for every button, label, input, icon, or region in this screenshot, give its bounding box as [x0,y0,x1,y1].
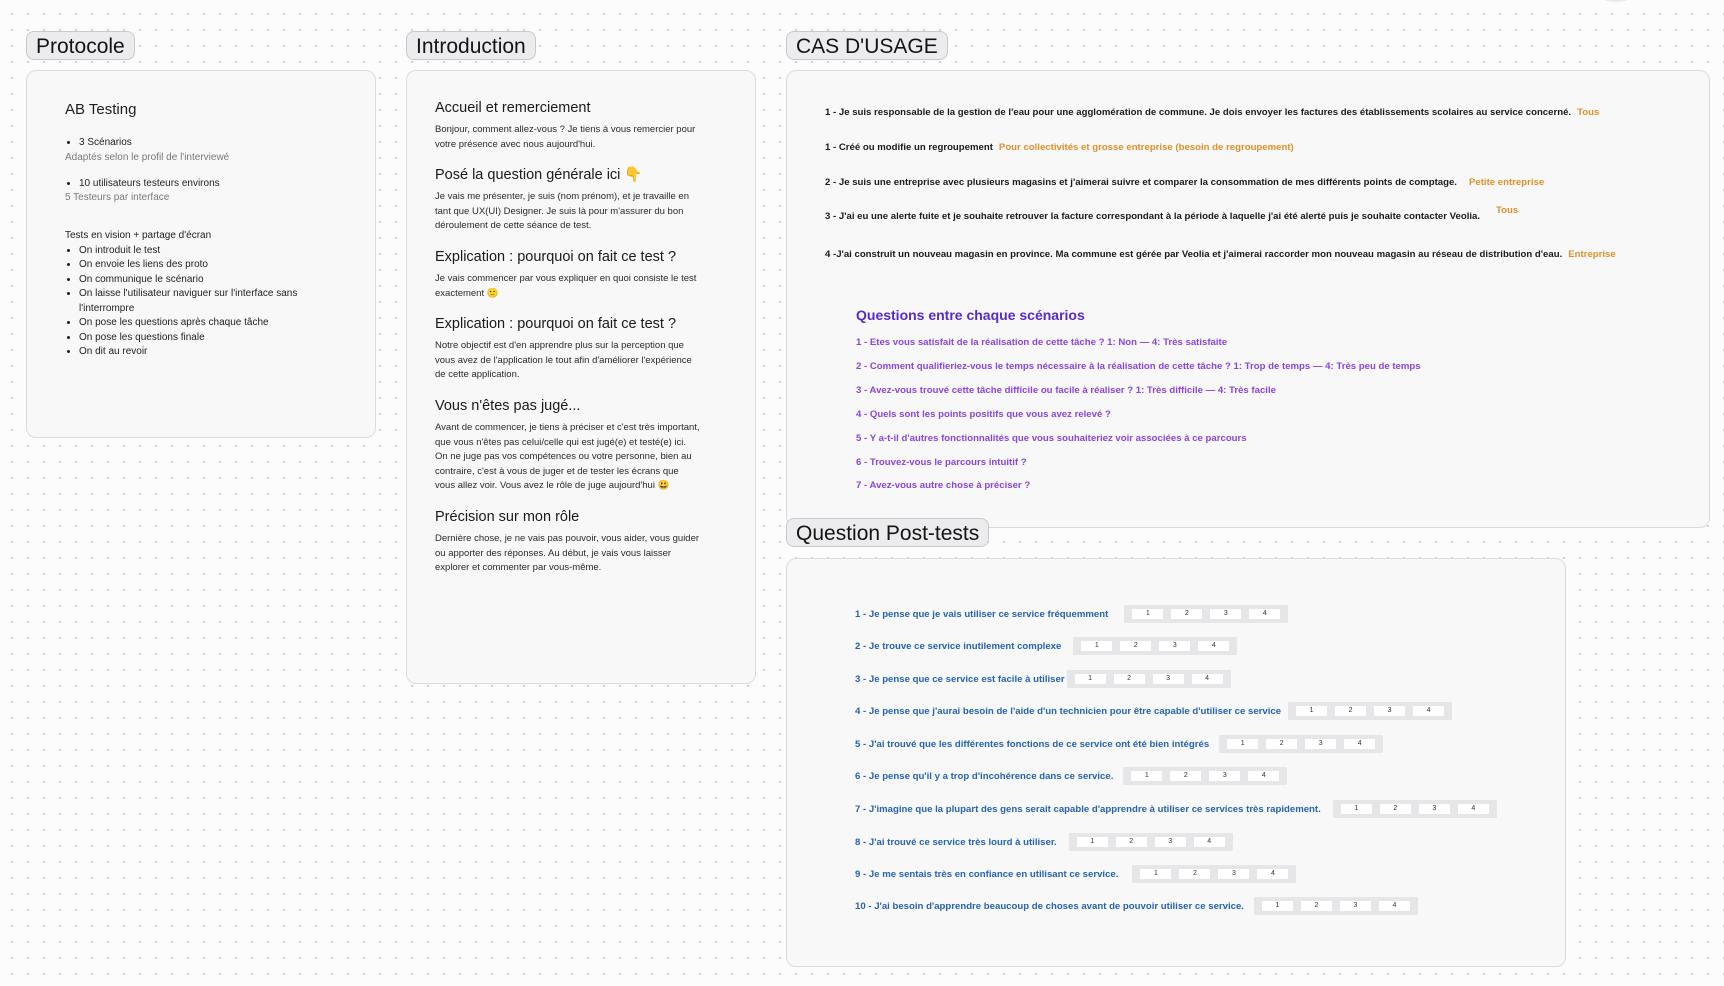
scenarios-list [65,136,355,151]
protocol-step: • On introduit le test [79,244,355,259]
rating-option[interactable]: 2 [1120,641,1151,651]
rating-scale [1067,670,1231,688]
rating-option[interactable]: 2 [1179,869,1210,879]
post-test-question-text: 6 - Je pense qu'il y a trop d'incohérence dans ce service. [855,770,1114,782]
scenario-question: 4 - Quels sont les points positifs que vous avez relevé ? [856,409,1111,420]
rating-option[interactable]: 4 [1194,837,1225,847]
intro-text: Avant de commencer, je tiens à préciser et c'est très important, que vous n'êtes pas celui/celle qui est jugé(e) et testé(e) ici. On ne juge pas vos compétences ou votre personne, bien au contraire, c'est à vous de juger et de tester les écrans que vous allez voir. Vous avez le rôle de juge aujourd'hui 😃 [435,421,700,492]
rating-option[interactable]: 3 [1340,901,1371,911]
rating-option[interactable]: 3 [1153,674,1184,684]
usage-case [825,205,1519,222]
usage-case-text: 1 - Je suis responsable de la gestion de l'eau pour une agglomération de commune. Je dois envoyer les factures des établissements scolaires au service concerné. [825,107,1572,118]
rating-option[interactable]: 2 [1380,804,1411,814]
post-test-question [855,605,1288,623]
rating-option[interactable]: 4 [1458,804,1489,814]
rating-option[interactable]: 1 [1341,804,1372,814]
intro-heading: Précision sur mon rôle [435,508,580,525]
rating-scale [1219,735,1383,753]
rating-option[interactable]: 4 [1198,641,1229,651]
usage-case-tag: Petite entreprise [1468,177,1545,188]
rating-option[interactable]: 3 [1210,609,1241,619]
rating-option[interactable]: 4 [1257,869,1288,879]
rating-option[interactable]: 1 [1140,869,1171,879]
rating-option[interactable]: 1 [1296,706,1327,716]
tests-heading: Tests en vision + partage d'écran [65,230,212,241]
post-test-question-text: 10 - J'ai besoin d'apprendre beaucoup de choses avant de pouvoir utiliser ce service. [855,900,1244,912]
scenario-question: 6 - Trouvez-vous le parcours intuitif ? [856,457,1027,468]
cas-usage-label[interactable]: CAS D'USAGE [786,31,948,60]
rating-option[interactable]: 1 [1081,641,1112,651]
post-test-question-text: 7 - J'imagine que la plupart des gens serait capable d'apprendre à utiliser ce services très rapidement. [855,803,1321,815]
cas-usage-card[interactable] [786,70,1710,528]
intro-heading: Posé la question générale ici 👇 [435,167,643,184]
intro-text: Bonjour, comment allez-vous ? Je tiens à vous remercier pour votre présence avec nous aujourd'hui. [435,124,696,150]
post-test-question [855,833,1233,851]
post-test-question [855,897,1418,915]
rating-scale [1124,605,1288,623]
usage-case-text: 1 - Créé ou modifie un regroupement [825,142,993,153]
usage-case [825,142,1294,153]
intro-heading: Explication : pourquoi on fait ce test ? [435,248,677,265]
protocol-steps-list [65,244,355,360]
introduction-label[interactable]: Introduction [406,31,536,60]
intro-heading: Explication : pourquoi on fait ce test ? [435,316,677,333]
rating-option[interactable]: 1 [1262,901,1293,911]
usage-case [825,177,1544,188]
rating-option[interactable]: 4 [1413,706,1444,716]
post-test-question [855,767,1287,785]
usage-case-tag: Entreprise [1568,249,1616,260]
rating-option[interactable]: 2 [1335,706,1366,716]
rating-option[interactable]: 3 [1374,706,1405,716]
rating-option[interactable]: 4 [1379,901,1410,911]
rating-scale [1288,702,1452,720]
post-test-question-text: 2 - Je trouve ce service inutilement complexe [855,640,1062,652]
rating-option[interactable]: 1 [1077,837,1108,847]
post-test-question [855,637,1237,655]
rating-scale [1123,767,1287,785]
rating-option[interactable]: 2 [1171,609,1202,619]
post-test-question-text: 1 - Je pense que je vais utiliser ce service fréquemment [855,608,1109,620]
rating-option[interactable]: 2 [1170,771,1201,781]
post-tests-card[interactable] [786,558,1566,967]
post-test-question [855,670,1231,688]
protocole-content [65,101,355,360]
rating-option[interactable]: 3 [1155,837,1186,847]
post-test-question [855,865,1296,883]
intro-text: Je vais me présenter, je suis (nom prénom), et je travaille en tant que UX(UI) Designer. Je suis là pour m'assurer du bon déroulement de cette séance de test. [435,191,689,232]
post-test-question [855,735,1383,753]
intro-heading: Vous n'êtes pas jugé... [435,397,581,414]
rating-option[interactable]: 2 [1114,674,1145,684]
usage-case-text: 3 - J'ai eu une alerte fuite et je souhaite retrouver la facture correspondant à la période à laquelle j'ai été alerté puis je souhaite contacter Veolia. [825,211,1481,222]
rating-scale [1073,637,1237,655]
rating-option[interactable]: 1 [1132,609,1163,619]
protocol-step: • On pose les questions après chaque tâche [79,316,355,331]
usage-case-tag: Tous [1496,205,1519,216]
post-test-question-text: 4 - Je pense que j'aurai besoin de l'aide d'un technicien pour être capable d'utiliser ce service [855,705,1282,717]
post-test-question-text: 9 - Je me sentais très en confiance en utilisant ce service. [855,868,1119,880]
scenarios-count: • 3 Scénarios [79,136,355,151]
intro-text: Dernière chose, je ne vais pas pouvoir, vous aider, vous guider ou apporter des réponses. Au début, je vais vous laisser explorer et commenter par vous-même. [435,532,700,574]
post-tests-label[interactable]: Question Post-tests [786,518,989,547]
rating-option[interactable]: 4 [1248,771,1279,781]
usage-case [825,107,1599,118]
rating-option[interactable]: 1 [1227,739,1258,749]
rating-option[interactable]: 4 [1249,609,1280,619]
rating-scale [1254,897,1418,915]
protocole-label[interactable]: Protocole [26,31,135,60]
rating-scale [1333,800,1497,818]
post-test-question-text: 3 - Je pense que ce service est facile à utiliser [855,673,1065,685]
post-test-question [855,702,1452,720]
intro-text: Je vais commencer par vous expliquer en quoi consiste le test exactement 🙂 [435,272,697,299]
rating-option[interactable]: 4 [1344,739,1375,749]
rating-scale [1069,833,1233,851]
rating-scale [1132,865,1296,883]
rating-option[interactable]: 3 [1159,641,1190,651]
canvas-cursor-shadow [1598,0,1634,2]
intro-text: Notre objectif est d'en apprendre plus sur la perception que vous avez de l'application le tout afin d'améliorer l'expérience de cette application. [435,340,692,381]
users-note: 5 Testeurs par interface [65,192,170,203]
protocol-step: • On laisse l'utilisateur naviguer sur l'interface sans l'interrompre [79,287,309,316]
scenario-question: 1 - Etes vous satisfait de la réalisation de cette tâche ? 1: Non — 4: Très satisfaite [856,337,1228,348]
rating-option[interactable]: 3 [1419,804,1450,814]
protocole-title: AB Testing [65,101,137,118]
rating-option[interactable]: 3 [1218,869,1249,879]
post-test-question [855,800,1497,818]
protocol-step: • On communique le scénario [79,273,355,288]
intro-heading: Accueil et remerciement [435,100,591,116]
rating-option[interactable]: 2 [1116,837,1147,847]
usage-case-text: 2 - Je suis une entreprise avec plusieurs magasins et j'aimerai suivre et comparer la consommation de mes différents points de comptage. [825,177,1457,188]
scenario-question: 7 - Avez-vous autre chose à préciser ? [856,480,1031,491]
scenario-question: 2 - Comment qualifieriez-vous le temps nécessaire à la réalisation de cette tâche ? 1: Trop de temps — 4: Très peu de temps [856,361,1421,372]
rating-option[interactable]: 2 [1301,901,1332,911]
users-list [65,177,355,192]
questions-title: Questions entre chaque scénarios [856,307,1085,323]
rating-option[interactable]: 1 [1131,771,1162,781]
rating-option[interactable]: 1 [1075,674,1106,684]
protocol-step: • On envoie les liens des proto [79,258,355,273]
rating-option[interactable]: 3 [1305,739,1336,749]
introduction-card[interactable] [406,70,756,684]
post-test-question-text: 8 - J'ai trouvé ce service très lourd à utiliser. [855,836,1057,848]
protocole-card[interactable] [26,70,376,438]
post-test-question-text: 5 - J'ai trouvé que les différentes fonctions de ce service ont été bien intégrés [855,738,1210,750]
scenario-question: 3 - Avez-vous trouvé cette tâche difficile ou facile à réaliser ? 1: Très difficile — 4: Très facile [856,385,1276,396]
rating-option[interactable]: 2 [1266,739,1297,749]
scenario-question: 5 - Y a-t-il d'autres fonctionnalités que vous souhaiteriez voir associées à ce parcours [856,433,1247,444]
scenarios-note: Adaptés selon le profil de l'interviewé [65,151,230,163]
usage-case-tag: Tous [1577,107,1600,118]
users-count: • 10 utilisateurs testeurs environs [79,177,355,192]
introduction-content [435,99,701,590]
usage-case-tag: Pour collectivités et grosse entreprise (besoin de regroupement) [998,142,1294,153]
usage-case-text: 4 -J'ai construit un nouveau magasin en province. Ma commune est gérée par Veolia et j'aimerai raccorder mon nouveau magasin au réseau de distribution d'eau. [825,249,1563,260]
rating-option[interactable]: 3 [1209,771,1240,781]
protocol-step: • On pose les questions finale [79,331,355,346]
usage-case [825,249,1616,260]
protocol-step: • On dit au revoir [79,345,355,360]
rating-option[interactable]: 4 [1192,674,1223,684]
